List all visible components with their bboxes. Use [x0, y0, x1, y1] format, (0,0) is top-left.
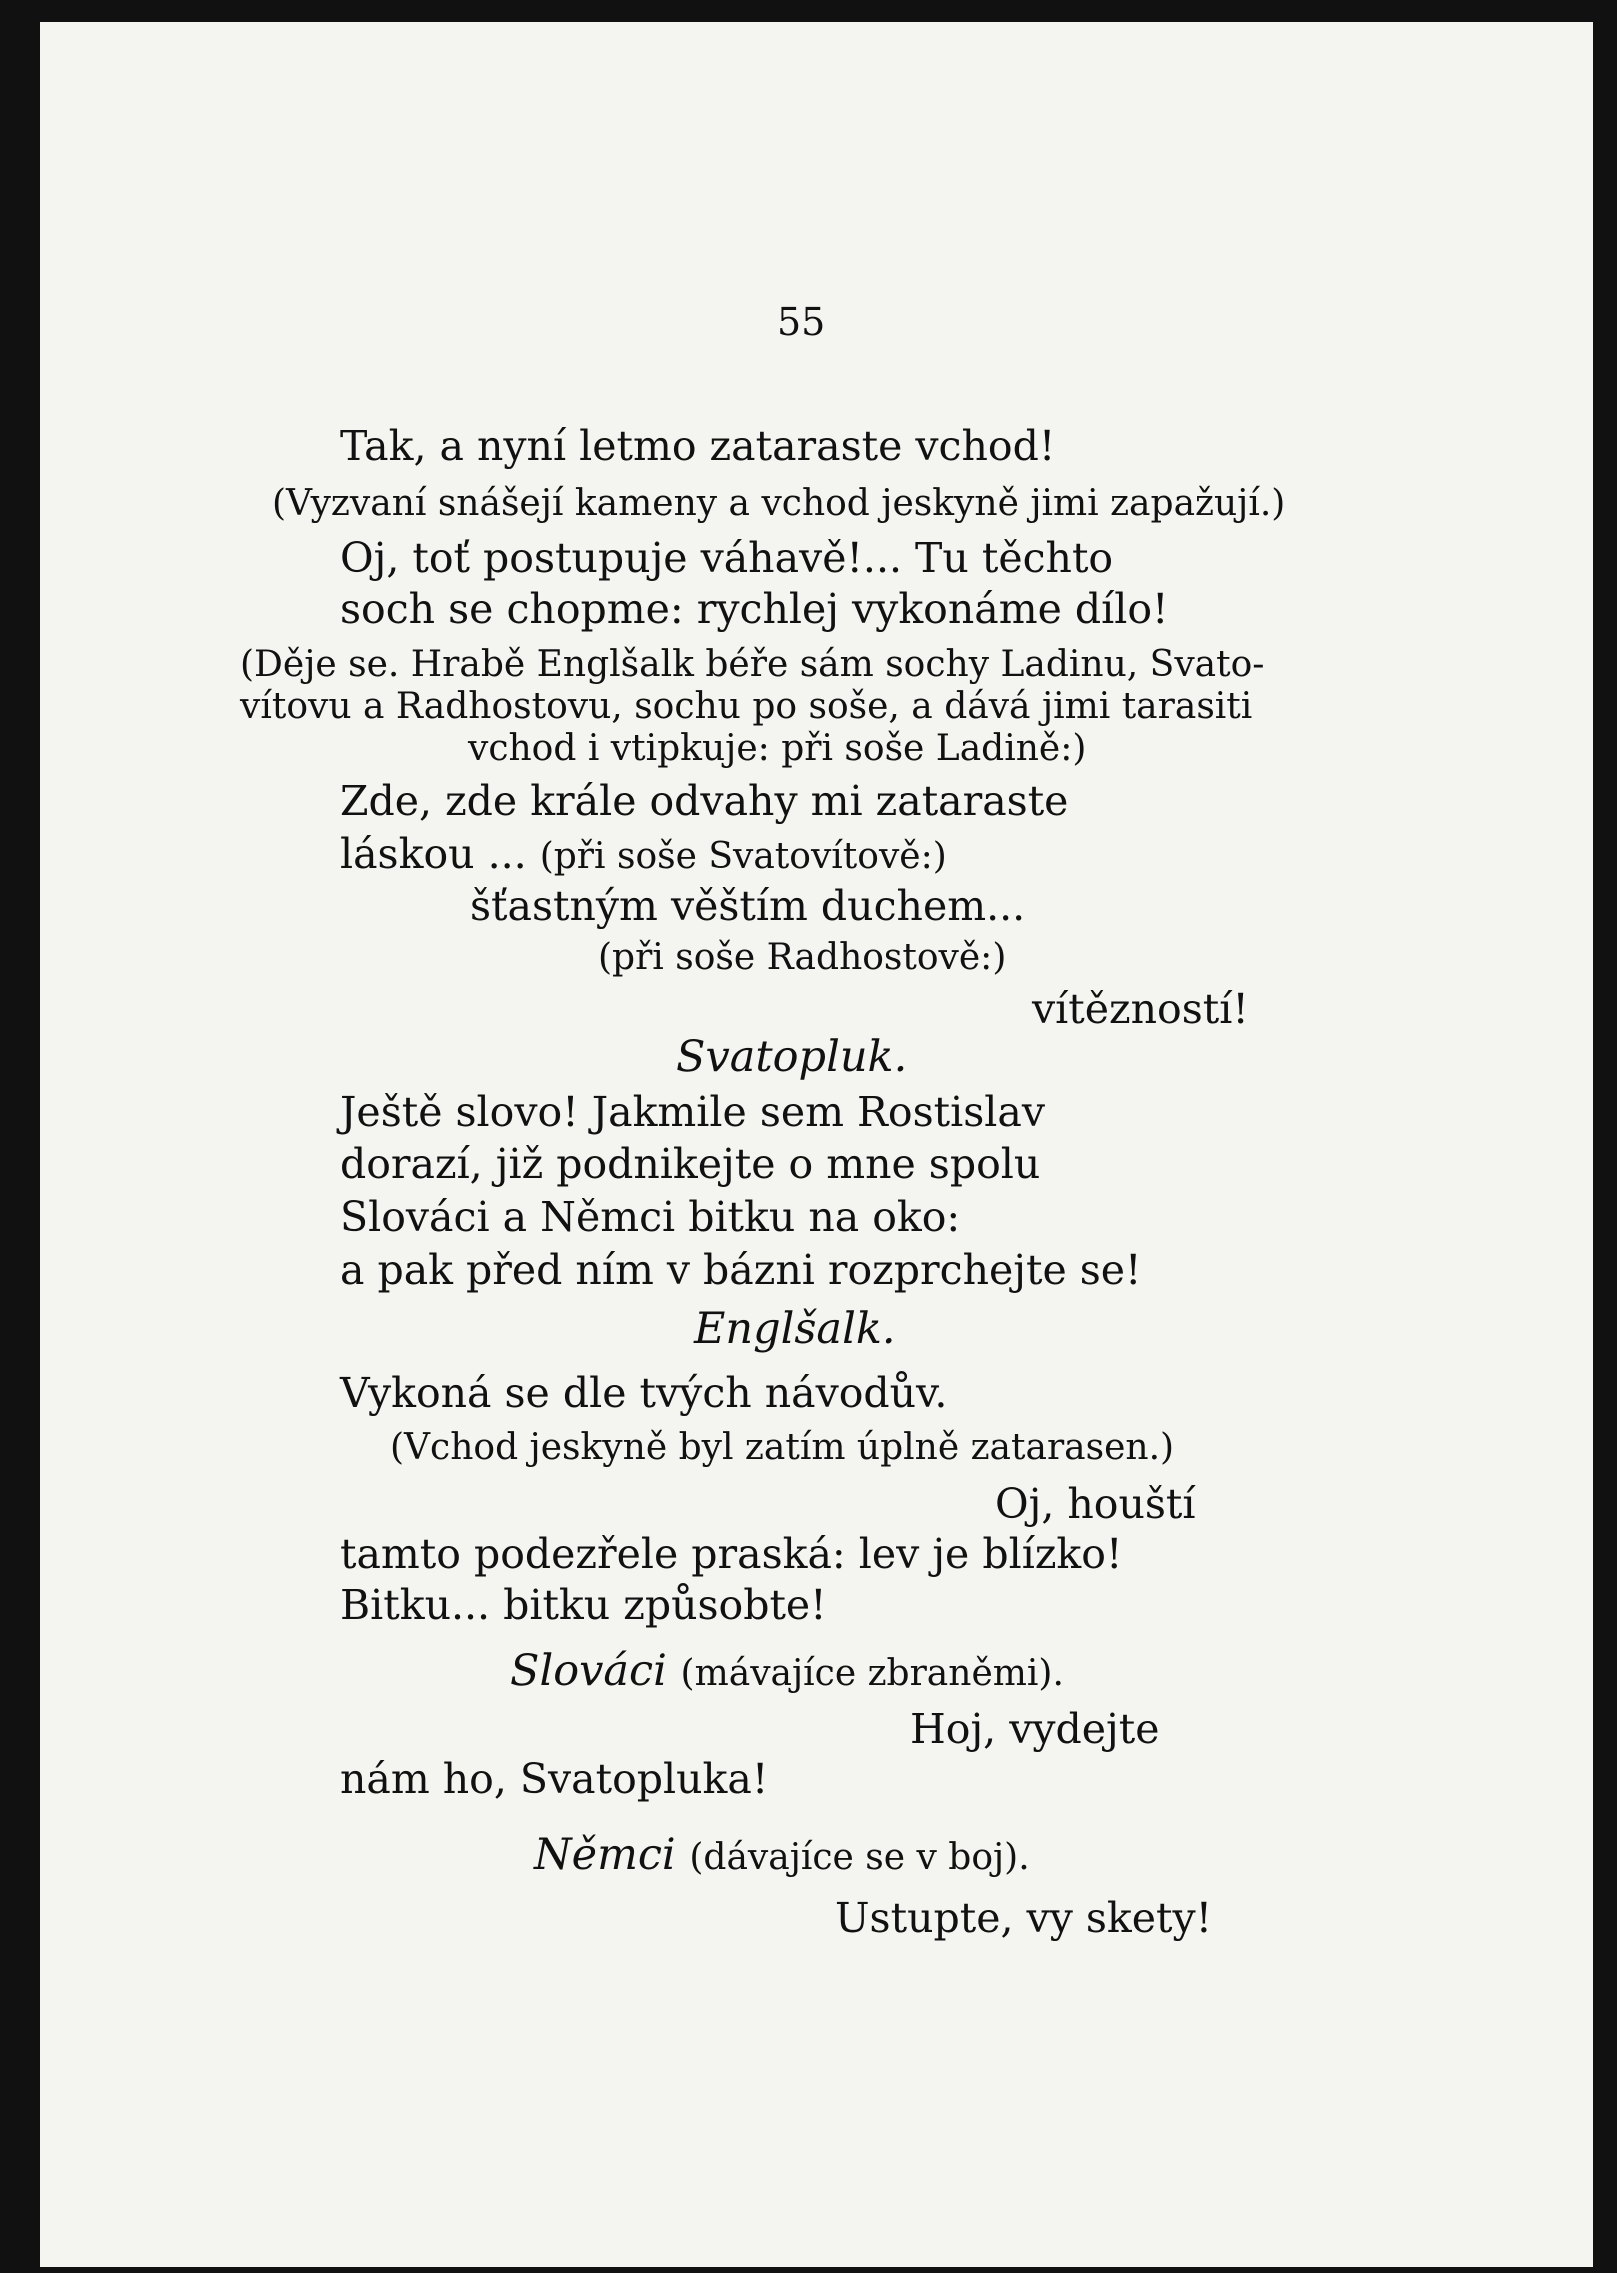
speaker-name: Slováci: [510, 1646, 667, 1696]
speaker-line: [534, 1830, 1030, 1880]
verse-line: dorazí, již podnikejte o mne spolu: [340, 1140, 1041, 1188]
verse-line: Tak, a nyní letmo zataraste vchod!: [340, 422, 1056, 470]
stage-direction: (Děje se. Hrabě Englšalk béře sám sochy Ladinu, Svato-: [240, 644, 1265, 685]
book-page: [40, 22, 1593, 2267]
speaker-line: [510, 1646, 1064, 1696]
stage-direction: (Vchod jeskyně byl zatím úplně zatarasen.): [390, 1427, 1175, 1468]
verse-line: šťastným věštím duchem...: [470, 882, 1026, 930]
verse-line: vítězností!: [1032, 985, 1249, 1033]
speaker-name: Svatopluk.: [676, 1032, 908, 1082]
verse-line: soch se chopme: rychlej vykonáme dílo!: [340, 585, 1169, 633]
verse-line: nám ho, Svatopluka!: [340, 1755, 769, 1803]
verse-line: Ještě slovo! Jakmile sem Rostislav: [340, 1088, 1045, 1136]
inline-stage-direction: (při soše Svatovítově:): [539, 836, 947, 877]
verse-line: Oj, toť postupuje váhavě!... Tu těchto: [340, 534, 1114, 582]
stage-direction: (Vyzvaní snášejí kameny a vchod jeskyně jimi zapažují.): [272, 483, 1286, 524]
speaker-name: Němci: [534, 1830, 676, 1880]
inline-stage-direction: (dávajíce se v boj).: [689, 1837, 1030, 1878]
speaker-name: Englšalk.: [694, 1304, 896, 1354]
stage-direction: vítovu a Radhostovu, sochu po soše, a dává jimi tarasiti: [240, 686, 1253, 727]
stage-direction: vchod i vtipkuje: při soše Ladině:): [468, 728, 1087, 769]
stage-direction: (při soše Radhostově:): [598, 937, 1007, 978]
verse-line: Hoj, vydejte: [910, 1705, 1160, 1753]
verse-line: Zde, zde krále odvahy mi zataraste: [340, 777, 1069, 825]
verse-line: Vykoná se dle tvých návodův.: [340, 1369, 948, 1417]
verse-text: láskou ...: [340, 830, 527, 878]
verse-line: a pak před ním v bázni rozprchejte se!: [340, 1246, 1142, 1294]
page-number: 55: [777, 300, 826, 344]
verse-line: [340, 830, 947, 878]
inline-stage-direction: (mávajíce zbraněmi).: [680, 1653, 1064, 1694]
verse-line: tamto podezřele praská: lev je blízko!: [340, 1530, 1123, 1578]
verse-line: Ustupte, vy skety!: [835, 1894, 1213, 1942]
verse-line: Oj, houští: [995, 1480, 1196, 1528]
verse-line: Bitku... bitku způsobte!: [340, 1581, 827, 1629]
verse-line: Slováci a Němci bitku na oko:: [340, 1193, 961, 1241]
